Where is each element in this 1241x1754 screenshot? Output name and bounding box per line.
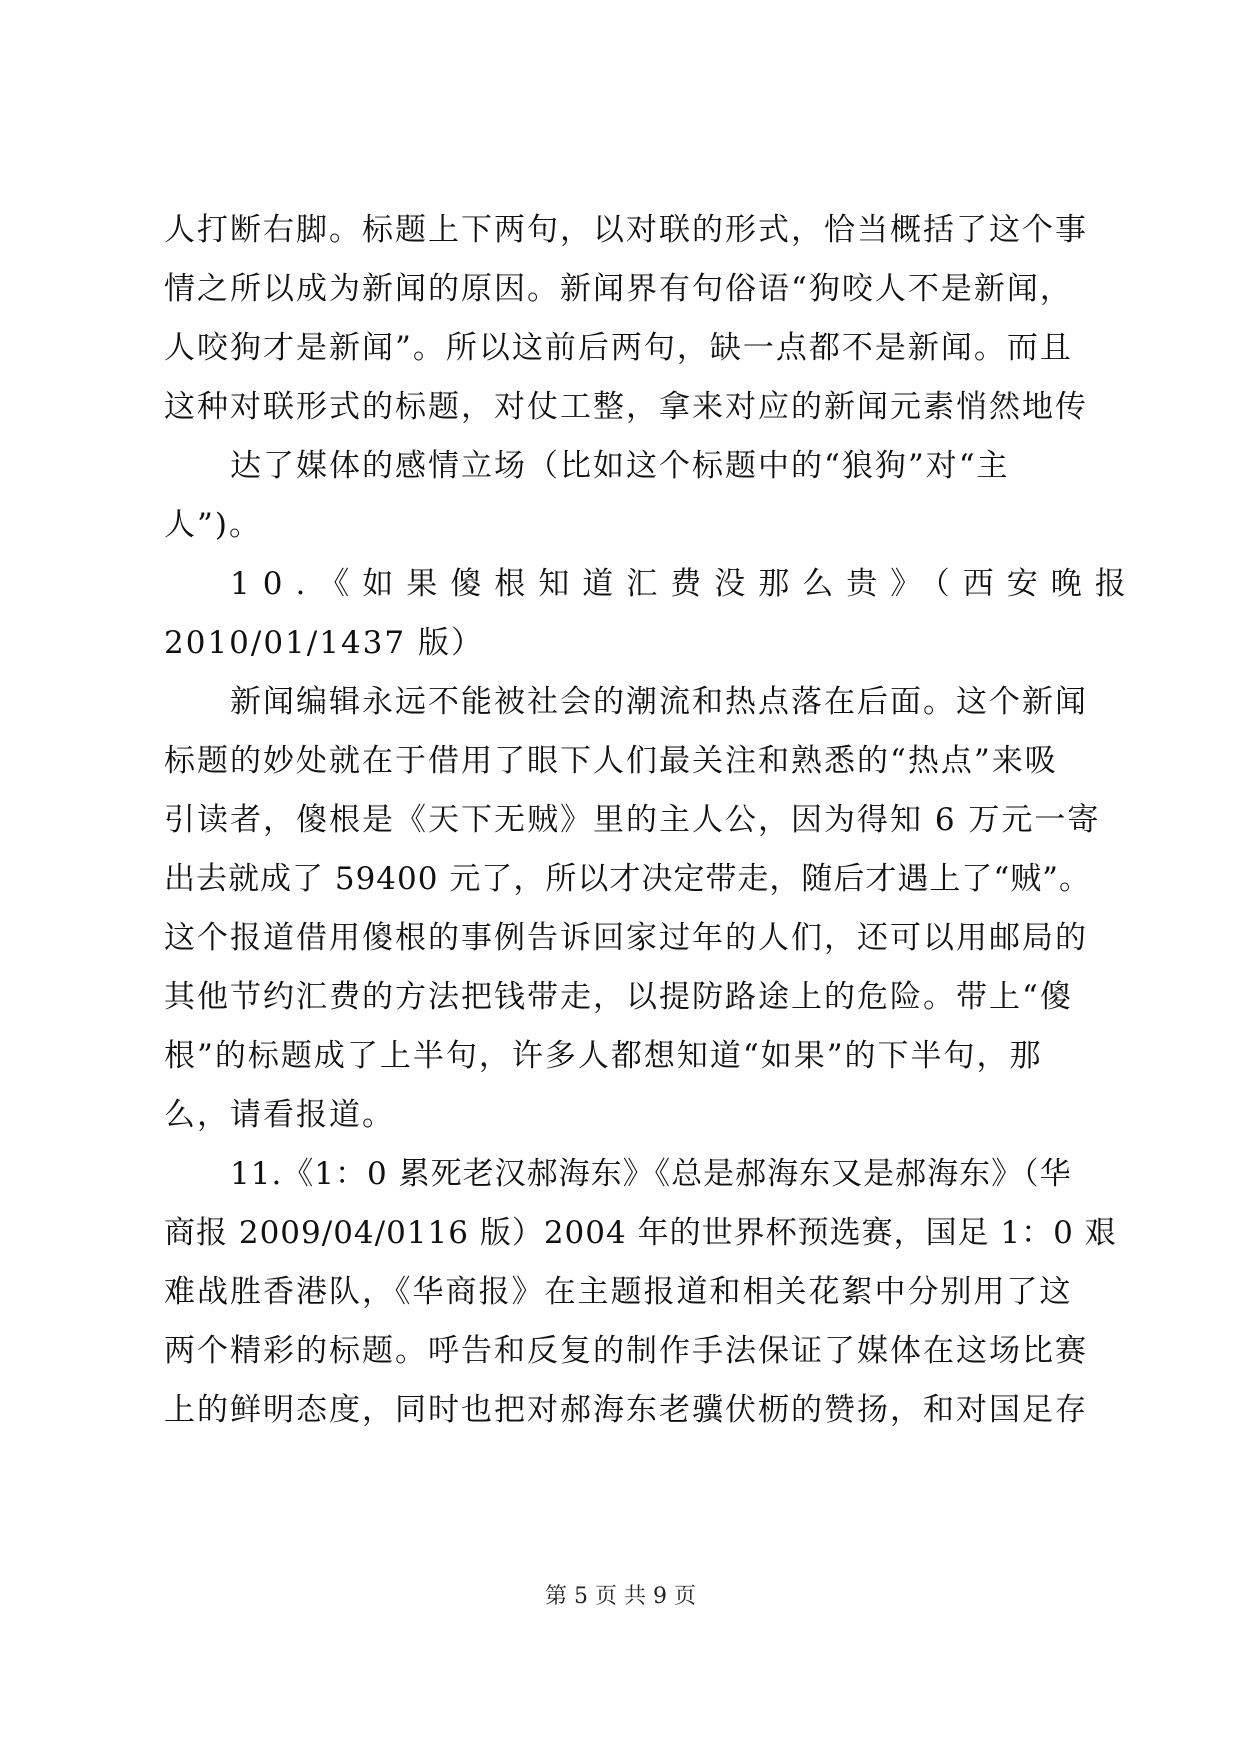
page-footer: 第 5 页 共 9 页 bbox=[545, 1584, 696, 1609]
text-line: 人咬狗才是新闻”。所以这前后两句，缺一点都不是新闻。而且 bbox=[164, 330, 1073, 366]
text-line: 上的鲜明态度，同时也把对郝海东老骥伏枥的赞扬，和对国足存 bbox=[164, 1392, 1088, 1428]
text-line: 新闻编辑永远不能被社会的潮流和热点落在后面。这个新闻 bbox=[230, 684, 1088, 720]
text-line: 出去就成了 59400 元了，所以才决定带走，随后才遇上了“贼”。 bbox=[164, 861, 1092, 897]
text-line: 么，请看报道。 bbox=[164, 1097, 395, 1133]
text-line: 标题的妙处就在于借用了眼下人们最关注和熟悉的“热点”来吸 bbox=[164, 743, 1058, 779]
text-line: 2010/01/1437 版） bbox=[164, 625, 484, 661]
text-line: 根”的标题成了上半句，许多人都想知道“如果”的下半句，那 bbox=[164, 1038, 1043, 1074]
text-line: 其他节约汇费的方法把钱带走，以提防路途上的危险。带上“傻 bbox=[164, 979, 1073, 1015]
text-line: 难战胜香港队，《华商报》在主题报道和相关花絮中分别用了这 bbox=[164, 1274, 1073, 1310]
text-line: 两个精彩的标题。呼告和反复的制作手法保证了媒体在这场比赛 bbox=[164, 1333, 1088, 1369]
text-line: 人”)。 bbox=[164, 507, 262, 543]
text-line: 情之所以成为新闻的原因。新闻界有句俗语“狗咬人不是新闻， bbox=[164, 271, 1073, 307]
text-line: 人打断右脚。标题上下两句，以对联的形式，恰当概括了这个事 bbox=[164, 212, 1088, 248]
text-line: 引读者，傻根是《天下无贼》里的主人公，因为得知 6 万元一寄 bbox=[164, 802, 1101, 838]
text-line: 商报 2009/04/0116 版）2004 年的世界杯预选赛，国足 1：0 艰 bbox=[164, 1215, 1117, 1251]
text-line: 达了媒体的感情立场（比如这个标题中的“狼狗”对“主 bbox=[230, 448, 1010, 484]
text-line: 这个报道借用傻根的事例告诉回家过年的人们，还可以用邮局的 bbox=[164, 920, 1088, 956]
text-line: 11.《1：0 累死老汉郝海东》《总是郝海东又是郝海东》（华 bbox=[230, 1156, 1072, 1192]
text-line: 10.《如果傻根知道汇费没那么贵》（西安晚报 bbox=[230, 566, 1139, 602]
text-line: 这种对联形式的标题，对仗工整，拿来对应的新闻元素悄然地传 bbox=[164, 389, 1088, 425]
